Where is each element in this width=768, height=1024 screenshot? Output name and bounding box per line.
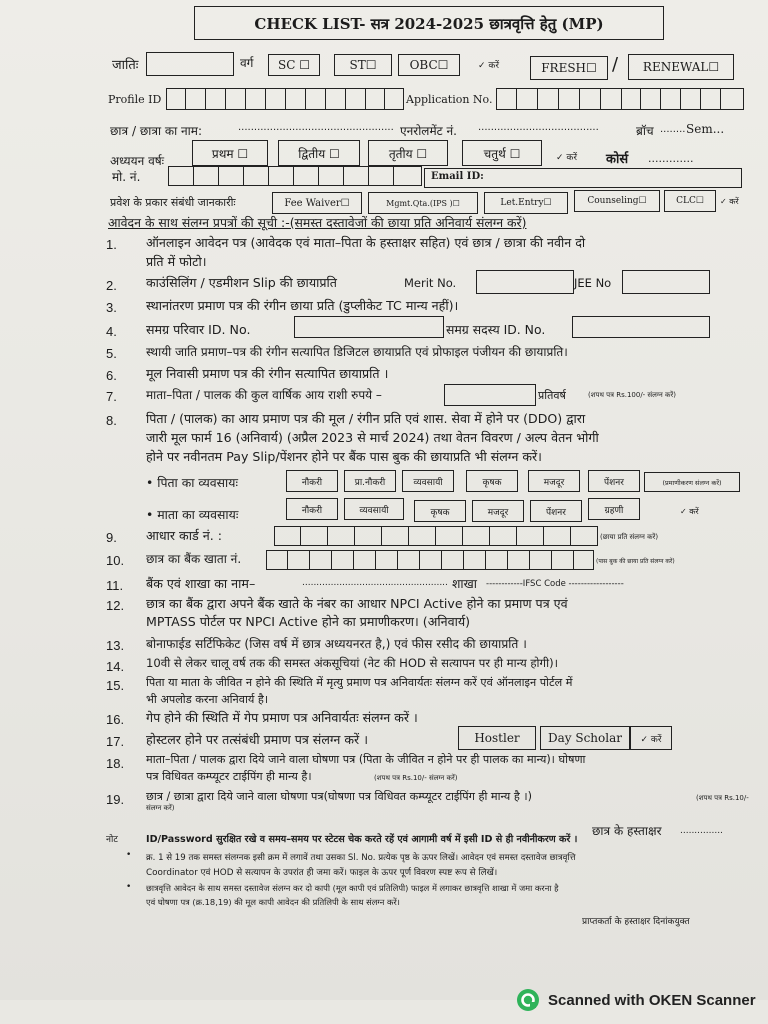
renewal-checkbox[interactable]: RENEWAL☐ [628, 54, 734, 80]
mgmt-quota-checkbox[interactable]: Mgmt.Qta.(IPS )☐ [368, 192, 478, 214]
item-15-line-1: पिता या माता के जीवित न होने की स्थिति में मृत्यु प्रमाण पत्र अनिवार्यतः संलग्न करें एवं ऑनलाइन पोर्टल में [146, 676, 573, 689]
item-1-line-2: प्रति में फोटो। [146, 254, 207, 269]
item-number: 1. [106, 237, 117, 252]
student-signature-label: छात्र के हस्ताक्षर [592, 824, 662, 838]
father-occupation-label: • पिता का व्यवसायः [146, 475, 238, 490]
application-no-cells[interactable] [496, 88, 744, 110]
year-1-checkbox[interactable]: प्रथम ☐ [192, 140, 268, 166]
mother-occupation-option[interactable]: मजदूर [472, 500, 524, 522]
samagra-member-id-field[interactable] [572, 316, 710, 338]
application-no-label: Application No. [406, 93, 493, 106]
father-certification-note: (प्रमाणीकरण संलग्न करें) [644, 472, 740, 492]
student-signature-dots[interactable]: ............... [680, 826, 723, 836]
aadhaar-copy-note: (छाया प्रति संलग्न करें) [600, 533, 659, 541]
email-field[interactable] [424, 168, 742, 188]
item-number: 13. [106, 638, 125, 653]
jati-field[interactable] [146, 52, 234, 76]
per-year-label: प्रतिवर्ष [538, 389, 566, 402]
course-label: कोर्स [606, 152, 629, 167]
note-bullet-2: • [126, 882, 132, 892]
fresh-renewal-separator: / [612, 54, 619, 75]
fee-waiver-checkbox[interactable]: Fee Waiver☐ [272, 192, 362, 214]
merit-no-field[interactable] [476, 270, 574, 294]
father-occupation-option[interactable]: कृषक [466, 470, 518, 492]
item-6-text: मूल निवासी प्रमाण पत्र की रंगीन सत्यापित छायाप्रति । [146, 366, 389, 381]
affidavit-10-note-19b: संलग्न करें) [146, 804, 175, 812]
note-bullet-1: • [126, 850, 132, 860]
item-11-text: बैंक एवं शाखा का नाम– [146, 576, 256, 591]
item-number: 6. [106, 368, 117, 383]
item-18-line-1: माता–पिता / पालक द्वारा दिये जाने वाला घोषणा पत्र (पिता के जीवित न होने पर ही पालक का मान्य)। घोषणा [146, 753, 586, 766]
item-number: 9. [106, 530, 117, 545]
item-18-line-2: पत्र विधिवत कम्प्यूटर टाईपिंग ही मान्य है। [146, 770, 312, 783]
year-tick-note: ✓ करें [556, 153, 577, 163]
item-number: 11. [106, 578, 124, 593]
note-bullet-2-line-2: एवं घोषणा पत्र (क्र.18,19) की मूल कापी आवेदन की प्रतिलिपी के साथ संलग्न करें। [146, 897, 400, 907]
mother-tick-note: ✓ करें [680, 507, 699, 516]
page-title: CHECK LIST- सत्र 2024-2025 छात्रवृत्ति हेतु (MP) [254, 15, 604, 33]
mother-occupation-label: • माता का व्यवसायः [146, 507, 239, 522]
year-2-checkbox[interactable]: द्वितीय ☐ [278, 140, 360, 166]
student-name-label: छात्र / छात्रा का नाम: [110, 124, 203, 138]
hostel-tick-box: ✓ करें [630, 726, 672, 750]
item-number: 17. [106, 734, 125, 749]
mother-occupation-option[interactable]: पेंशनर [530, 500, 582, 522]
item-12-line-1: छात्र का बैंक द्वारा अपने बैंक खाते के नंबर का आधार NPCI Active होने का प्रमाण पत्र एवं [146, 596, 568, 611]
item-8-line-2: जारी मूल फार्म 16 (अनिवार्य) (अप्रैल 2023 से मार्च 2024) तथा वेतन विवरण / अल्प वेतन भोगी [146, 430, 599, 445]
title-box [194, 6, 664, 40]
jee-no-label: JEE No [574, 276, 612, 290]
bank-name-dots[interactable]: ................................................... [302, 578, 448, 588]
item-3-text: स्थानांतरण प्रमाण पत्र की रंगीन छाया प्रति (डुप्लीकेट TC मान्य नहीं)। [146, 298, 459, 313]
item-9-text: आधार कार्ड नं. : [146, 528, 222, 543]
scanner-watermark-text: Scanned with OKEN Scanner [548, 991, 756, 1009]
item-number: 8. [106, 413, 117, 428]
item-number: 18. [106, 756, 125, 771]
affidavit-10-note: (शपथ पत्र Rs.10/- संलग्न करें) [374, 774, 458, 782]
father-occupation-option[interactable]: मजदूर [528, 470, 580, 492]
item-2-text: काउंसिलिंग / एडमीशन Slip की छायाप्रति [146, 275, 337, 290]
merit-no-label: Merit No. [404, 276, 457, 290]
student-name-dots[interactable]: ................................................. [238, 122, 394, 133]
note-label: नोट [106, 835, 118, 845]
item-number: 10. [106, 553, 125, 568]
receiver-signature-label: प्राप्तकर्ता के हस्ताक्षर दिनांकयुक्त [582, 917, 690, 927]
clc-checkbox[interactable]: CLC☐ [664, 190, 716, 212]
bank-account-cells[interactable] [266, 550, 594, 570]
jee-no-field[interactable] [622, 270, 710, 294]
mother-occupation-option[interactable]: नौकरी [286, 498, 338, 520]
item-14-text: 10वी से लेकर चालू वर्ष तक की समस्त अंकसूचियां (नेट की HOD से सत्यापन पर ही मान्य होगी)। [146, 656, 559, 670]
item-16-text: गेप होने की स्थिति में गेप प्रमाण पत्र अनिवार्यतः संलग्न करें । [146, 710, 418, 725]
document-list-heading: आवेदन के साथ संलग्न प्रपत्रों की सूची :-(समस्त दस्तावेजों की छाया प्रति अनिवार्य संलग्न करें) [108, 215, 527, 230]
mobile-cells[interactable] [168, 166, 422, 186]
item-number: 4. [106, 324, 117, 339]
item-8-line-1: पिता / (पालक) का आय प्रमाण पत्र की मूल / रंगीन प्रति एवं शास. सेवा में होने पर (DDO) द्वारा [146, 411, 586, 426]
father-occupation-option[interactable]: नौकरी [286, 470, 338, 492]
varg-label: वर्ग [240, 56, 254, 70]
row1-tick-note: ✓ करें [478, 61, 499, 71]
ifsc-code-label: ------------IFSC Code ------------------ [486, 579, 624, 589]
admission-type-label: प्रवेश के प्रकार संबंधी जानकारीः [110, 196, 236, 209]
let-entry-checkbox[interactable]: Let.Entry☐ [484, 192, 568, 214]
branch-dots[interactable]: ........ [660, 124, 686, 135]
enrollment-dots[interactable]: ...................................... [478, 122, 599, 133]
course-dots[interactable]: ............. [648, 152, 694, 165]
item-number: 15. [106, 678, 125, 693]
jati-label: जातिः [112, 58, 139, 73]
mother-occupation-option[interactable]: ग्रहणी [588, 498, 640, 520]
item-5-text: स्थायी जाति प्रमाण–पत्र की रंगीन सत्यापित डिजिटल छायाप्रति एवं प्रोफाइल पंजीयन की छायाप्रति। [146, 345, 568, 359]
branch-field-label: शाखा [452, 576, 477, 591]
affidavit-10-note-19a: (शपथ पत्र Rs.10/- [696, 794, 749, 802]
sem-label: Sem... [686, 122, 725, 136]
item-10-text: छात्र का बैंक खाता नं. [146, 552, 242, 566]
branch-label: ब्रॉच [636, 124, 654, 138]
samagra-member-label: समग्र सदस्य ID. No. [446, 322, 546, 337]
item-13-text: बोनाफाईड सर्टिफिकेट (जिस वर्ष में छात्र अध्ययनरत है,) एवं फीस रसीद की छायाप्रति । [146, 637, 527, 651]
passbook-copy-note: (पास बुक की छाया प्रति संलग्न करें) [596, 558, 675, 565]
admission-tick-note: ✓ करें [720, 197, 739, 206]
note-line-1: ID/Password सुरक्षित रखे व समय–समय पर स्टेटस चेक करते रहें एवं आगामी वर्ष में इसी ID से ही नवीनीकरण करें । [146, 834, 578, 845]
item-1-line-1: ऑनलाइन आवेदन पत्र (आवेदक एवं माता–पिता के हस्ताक्षर सहित) एवं छात्र / छात्रा की नवीन दो [146, 235, 586, 250]
email-label: Email ID: [431, 171, 484, 182]
obc-checkbox[interactable]: OBC☐ [398, 54, 460, 76]
item-number: 7. [106, 389, 117, 404]
mobile-label: मो. नं. [112, 170, 141, 184]
item-12-line-2: MPTASS पोर्टल पर NPCI Active होने का प्रमाणीकरण। (अनिवार्य) [146, 614, 471, 629]
oken-scanner-logo-icon [516, 988, 540, 1012]
father-occupation-option[interactable]: प्रा.नौकरी [344, 470, 396, 492]
profile-id-label: Profile ID [108, 93, 162, 106]
day-scholar-checkbox[interactable]: Day Scholar [540, 726, 630, 750]
st-checkbox[interactable]: ST☐ [334, 54, 392, 76]
item-7-text: माता–पिता / पालक की कुल वार्षिक आय राशी रुपये – [146, 388, 382, 402]
item-number: 14. [106, 659, 125, 674]
counseling-checkbox[interactable]: Counseling☐ [574, 190, 660, 212]
scanner-watermark [516, 986, 756, 1014]
item-4-text: समग्र परिवार ID. No. [146, 322, 251, 337]
item-number: 3. [106, 300, 117, 315]
item-number: 16. [106, 712, 125, 727]
item-8-line-3: होने पर नवीनतम Pay Slip/पेंशनर होने पर बैंक पास बुक की छायाप्रति भी संलग्न करें। [146, 449, 542, 464]
samagra-family-id-field[interactable] [294, 316, 444, 338]
item-19-text: छात्र / छात्रा द्वारा दिये जाने वाला घोषणा पत्र(घोषणा पत्र विधिवत कम्प्यूटर टाईपिंग ही मान्य है ।) [146, 790, 532, 803]
annual-income-field[interactable] [444, 384, 536, 406]
note-bullet-1-line-2: Coordinator एवं HOD से सत्यापन के उपरांत ही जमा करें। फाइल के ऊपर पूर्ण विवरण स्पष्ट रूप से लिखें। [146, 868, 498, 878]
item-17-text: होस्टलर होने पर तत्संबंधी प्रमाण पत्र संलग्न करें । [146, 732, 368, 747]
item-number: 2. [106, 278, 117, 293]
father-occupation-option[interactable]: पेंशनर [588, 470, 640, 492]
item-number: 19. [106, 792, 125, 807]
fresh-checkbox[interactable]: FRESH☐ [530, 56, 608, 80]
item-number: 5. [106, 346, 117, 361]
year-3-checkbox[interactable]: तृतीय ☐ [368, 140, 448, 166]
hostler-checkbox[interactable]: Hostler [458, 726, 536, 750]
enrollment-label: एनरोलमेंट नं. [400, 124, 457, 138]
sc-checkbox[interactable]: SC ☐ [268, 54, 320, 76]
profile-id-cells[interactable] [166, 88, 404, 110]
note-bullet-2-line-1: छात्रवृत्ति आवेदन के साथ समस्त दस्तावेज संलग्न कर दो कापी (मूल कापी एवं प्रतिलिपी) फाइल में लगाकर छात्रवृत्ति शाखा में जमा करना है [146, 883, 559, 893]
mother-occupation-option[interactable]: व्यवसायी [344, 498, 404, 520]
aadhaar-cells[interactable] [274, 526, 598, 546]
affidavit-100-note: (शपथ पत्र Rs.100/- संलग्न करें) [588, 391, 676, 399]
note-bullet-1-line-1: क्र. 1 से 19 तक समस्त संलग्नक इसी क्रम में लगावें तथा उसका Sl. No. प्रत्येक पृष्ठ के ऊपर लिखें। आवेदन एवं समस्त दस्तावेज छात्रवृत्ति [146, 853, 576, 863]
mother-occupation-option[interactable]: कृषक [414, 500, 466, 522]
father-occupation-option[interactable]: व्यवसायी [402, 470, 454, 492]
item-number: 12. [106, 598, 125, 613]
study-year-label: अध्ययन वर्षः [110, 154, 165, 168]
item-15-line-2: भी अपलोड करना अनिवार्य है। [146, 693, 269, 706]
year-4-checkbox[interactable]: चतुर्थ ☐ [462, 140, 542, 166]
